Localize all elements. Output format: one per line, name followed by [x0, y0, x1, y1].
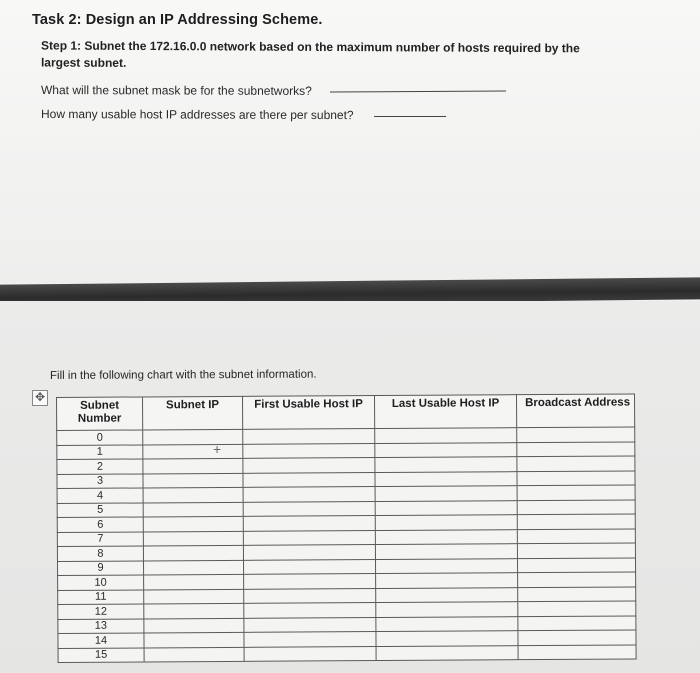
subnet-number-cell: 2 [57, 459, 143, 474]
task-title: Task 2: Design an IP Addressing Scheme. [32, 12, 323, 28]
broadcast-address-cell[interactable] [517, 485, 635, 500]
broadcast-address-cell[interactable] [517, 456, 635, 471]
broadcast-address-cell[interactable] [518, 630, 636, 645]
table-move-handle-icon[interactable]: ✥ [32, 390, 48, 406]
subnet-number-cell: 11 [58, 589, 144, 604]
header-first-usable-host-ip: First Usable Host IP [242, 396, 374, 430]
subnet-number-cell: 12 [58, 604, 144, 619]
first-usable-host-cell[interactable] [244, 574, 376, 589]
subnet-ip-cell[interactable] [144, 603, 244, 618]
last-usable-host-cell[interactable] [376, 573, 518, 588]
last-usable-host-cell[interactable] [375, 442, 517, 457]
table-body [57, 427, 636, 663]
header-broadcast-address: Broadcast Address [516, 394, 634, 428]
first-usable-host-cell[interactable] [244, 646, 376, 661]
broadcast-address-cell[interactable] [517, 441, 635, 456]
first-usable-host-cell[interactable] [244, 632, 376, 647]
last-usable-host-cell[interactable] [375, 457, 517, 472]
subnet-ip-cell[interactable] [144, 647, 244, 662]
subnet-mask-question: What will the subnet mask be for the subnetworks? [40, 83, 312, 98]
last-usable-host-cell[interactable] [375, 471, 517, 486]
broadcast-address-cell[interactable] [518, 644, 636, 659]
subnet-number-cell: 9 [58, 560, 144, 575]
subnet-table [56, 393, 637, 663]
last-usable-host-cell[interactable] [375, 486, 517, 501]
chart-instruction: Fill in the following chart with the subnet information. [49, 368, 317, 382]
usable-hosts-question: How many usable host IP addresses are there per subnet? [40, 107, 354, 123]
subnet-ip-cell[interactable] [143, 502, 243, 517]
subnet-number-cell: 0 [57, 430, 143, 445]
first-usable-host-cell[interactable] [243, 530, 375, 545]
broadcast-address-cell[interactable] [517, 543, 635, 558]
subnet-number-cell: 5 [57, 502, 143, 517]
subnet-number-cell: 10 [58, 575, 144, 590]
subnet-number-cell: 1 [57, 444, 143, 459]
last-usable-host-cell[interactable] [376, 602, 518, 617]
first-usable-host-cell[interactable] [243, 559, 375, 574]
subnet-ip-cell[interactable] [143, 458, 243, 473]
subnet-ip-cell[interactable] [143, 444, 243, 459]
subnet-number-cell: 4 [57, 488, 143, 503]
broadcast-address-cell[interactable] [518, 601, 636, 616]
last-usable-host-cell[interactable] [376, 645, 518, 660]
last-usable-host-cell[interactable] [375, 544, 517, 559]
subnet-number-cell: 15 [58, 647, 144, 662]
subnet-number-cell: 3 [57, 473, 143, 488]
subnet-ip-cell[interactable] [143, 487, 243, 502]
subnet-ip-cell[interactable] [143, 545, 243, 560]
cursor-crosshair-icon: + [213, 441, 222, 457]
broadcast-address-cell[interactable] [517, 427, 635, 442]
last-usable-host-cell[interactable] [375, 428, 517, 443]
subnet-ip-cell[interactable] [143, 516, 243, 531]
first-usable-host-cell[interactable] [244, 603, 376, 618]
last-usable-host-cell[interactable] [376, 631, 518, 646]
subnet-number-cell: 14 [58, 633, 144, 648]
broadcast-address-cell[interactable] [517, 514, 635, 529]
first-usable-host-cell[interactable] [243, 487, 375, 502]
step-1-text: Step 1: Subnet the 172.16.0.0 network based on the maximum number of hosts required by the largest subnet. [40, 38, 580, 70]
subnet-ip-cell[interactable] [144, 589, 244, 604]
first-usable-host-cell[interactable] [243, 443, 375, 458]
first-usable-host-cell[interactable] [244, 588, 376, 603]
header-subnet-ip: Subnet IP [143, 396, 243, 430]
table-header-row [57, 394, 635, 431]
usable-hosts-answer-line[interactable] [374, 116, 446, 117]
subnet-number-cell: 6 [57, 517, 143, 532]
first-usable-host-cell[interactable] [243, 545, 375, 560]
subnet-number-cell: 7 [57, 531, 143, 546]
subnet-number-cell: 8 [57, 546, 143, 561]
last-usable-host-cell[interactable] [375, 529, 517, 544]
broadcast-address-cell[interactable] [517, 528, 635, 543]
subnet-table-wrapper [56, 393, 636, 669]
table-row [58, 644, 636, 662]
first-usable-host-cell[interactable] [243, 516, 375, 531]
subnet-ip-cell[interactable] [143, 429, 243, 444]
subnet-ip-cell[interactable] [144, 618, 244, 633]
broadcast-address-cell[interactable] [518, 572, 636, 587]
broadcast-address-cell[interactable] [517, 499, 635, 514]
first-usable-host-cell[interactable] [243, 472, 375, 487]
last-usable-host-cell[interactable] [375, 515, 517, 530]
subnet-ip-cell[interactable] [144, 574, 244, 589]
first-usable-host-cell[interactable] [244, 617, 376, 632]
broadcast-address-cell[interactable] [517, 470, 635, 485]
subnet-ip-cell[interactable] [144, 632, 244, 647]
header-last-usable-host-ip: Last Usable Host IP [374, 395, 516, 429]
header-subnet-number: Subnet Number [57, 397, 143, 431]
last-usable-host-cell[interactable] [376, 587, 518, 602]
subnet-ip-cell[interactable] [143, 473, 243, 488]
broadcast-address-cell[interactable] [517, 557, 635, 572]
first-usable-host-cell[interactable] [243, 458, 375, 473]
last-usable-host-cell[interactable] [375, 558, 517, 573]
last-usable-host-cell[interactable] [376, 616, 518, 631]
subnet-number-cell: 13 [58, 618, 144, 633]
broadcast-address-cell[interactable] [518, 615, 636, 630]
first-usable-host-cell[interactable] [243, 429, 375, 444]
subnet-ip-cell[interactable] [143, 531, 243, 546]
first-usable-host-cell[interactable] [243, 501, 375, 516]
last-usable-host-cell[interactable] [375, 500, 517, 515]
broadcast-address-cell[interactable] [518, 586, 636, 601]
subnet-ip-cell[interactable] [144, 560, 244, 575]
